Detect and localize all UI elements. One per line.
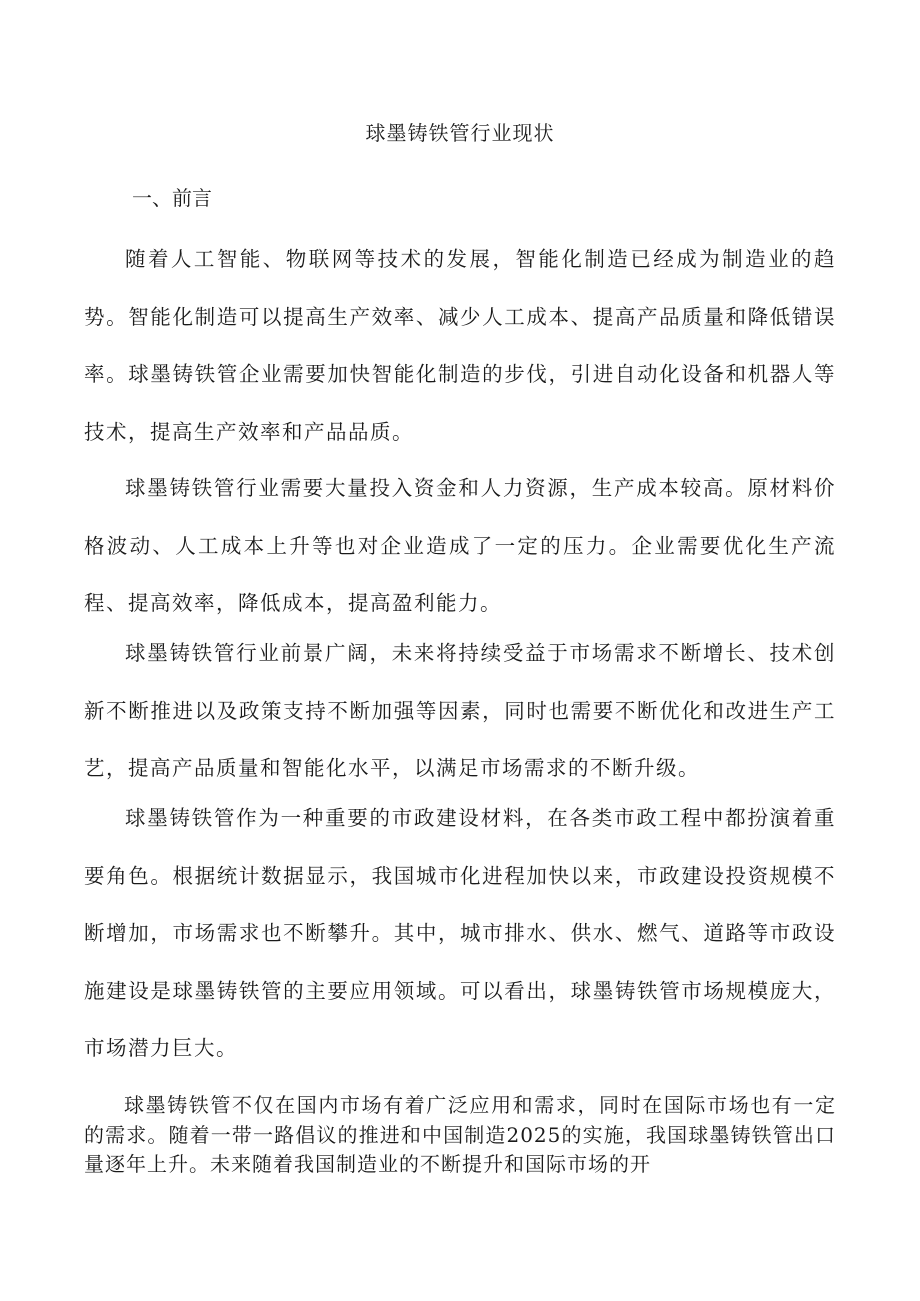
paragraph: 球墨铸铁管不仅在国内市场有着广泛应用和需求，同时在国际市场也有一定的需求。随着一带一路倡议的推进和中国制造2025的实施，我国球墨铸铁管出口量逐年上升。未来随着我国制造业的不断提升和国际市场的开: [84, 1093, 836, 1176]
section-heading: 一、前言: [132, 186, 212, 210]
paragraph: 球墨铸铁管作为一种重要的市政建设材料，在各类市政工程中都扮演着重要角色。根据统计数据显示，我国城市化进程加快以来，市政建设投资规模不断增加，市场需求也不断攀升。其中，城市排水、供水、燃气、道路等市政设施建设是球墨铸铁管的主要应用领域。可以看出，球墨铸铁管市场规模庞大，市场潜力巨大。: [84, 806, 836, 1060]
paragraph: 球墨铸铁管行业需要大量投入资金和人力资源，生产成本较高。原材料价格波动、人工成本上升等也对企业造成了一定的压力。企业需要优化生产流程、提高效率，降低成本，提高盈利能力。: [84, 476, 836, 615]
paragraph: 随着人工智能、物联网等技术的发展，智能化制造已经成为制造业的趋势。智能化制造可以提高生产效率、减少人工成本、提高产品质量和降低错误率。球墨铸铁管企业需要加快智能化制造的步伐，引进自动化设备和机器人等技术，提高生产效率和产品品质。: [84, 247, 836, 444]
document-title: 球墨铸铁管行业现状: [365, 121, 555, 145]
paragraph: 球墨铸铁管行业前景广阔，未来将持续受益于市场需求不断增长、技术创新不断推进以及政策支持不断加强等因素，同时也需要不断优化和改进生产工艺，提高产品质量和智能化水平，以满足市场需求的不断升级。: [84, 641, 836, 780]
